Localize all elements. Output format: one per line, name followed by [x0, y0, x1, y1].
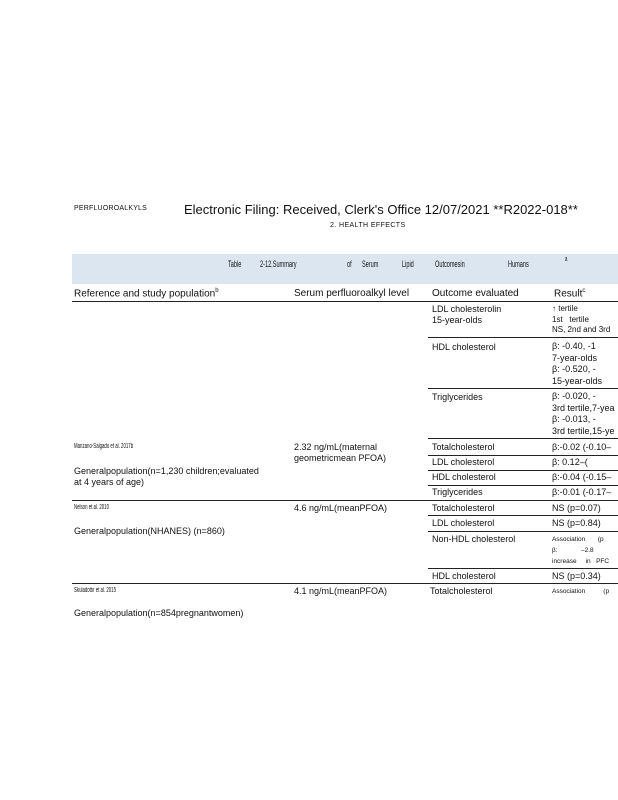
- caption-word: Humans: [508, 259, 529, 269]
- outcome-cell: Non-HDL cholesterol: [432, 534, 516, 544]
- outcome-cell: Totalcholesterol: [432, 442, 495, 452]
- header-rule: [72, 301, 618, 302]
- result-cell: Association (p β: –2.8 increase in PFC: [552, 536, 610, 565]
- outcome-cell: Totalcholesterol: [430, 586, 493, 596]
- filing-stamp: Electronic Filing: Received, Clerk's Office 12/07/2021 **R2022-018**: [184, 202, 578, 217]
- row-rule: [428, 455, 618, 456]
- study-rule: [72, 500, 618, 501]
- serum-level: 4.1 ng/mL(meanPFOA): [294, 586, 388, 596]
- result-cell: β:-0.04 (-0.15–: [552, 472, 612, 482]
- result-cell: Association (p: [552, 588, 610, 595]
- col-header-result: Result$^c$: [554, 288, 586, 300]
- result-cell: ↑ tertile 1st tertile NS, 2nd and 3rd: [552, 304, 611, 334]
- serum-level: 2.32 ng/mL(maternal geometricmean PFOA): [294, 442, 387, 463]
- result-cell: NS (p=0.84): [552, 518, 601, 528]
- row-rule: [428, 568, 618, 569]
- result-cell: β: -0.40, -1 7-year-olds β: -0.520, - 15-year-olds: [552, 341, 603, 386]
- row-rule: [428, 531, 618, 532]
- col-header-reference: Reference and study population$^b$: [74, 288, 219, 300]
- row-rule: [428, 515, 618, 516]
- outcome-cell: HDL cholesterol: [432, 472, 496, 482]
- study-reference: Nelson et al. 2010: [74, 504, 109, 511]
- result-cell: β:-0.01 (-0.17–: [552, 487, 612, 497]
- caption-word: Serum: [362, 259, 379, 269]
- result-cell: β: -0.020, - 3rd tertile,7-yea β: -0.013, - 3rd tertile,15-ye: [552, 391, 615, 436]
- outcome-cell: HDL cholesterol: [432, 342, 496, 352]
- col-header-outcome: Outcome evaluated: [432, 288, 519, 299]
- outcome-cell: LDL cholesterolin 15-year-olds: [432, 304, 502, 325]
- outcome-cell: Totalcholesterol: [432, 503, 495, 513]
- study-reference: Manzano-Salgado et al. 2017b: [74, 443, 134, 450]
- caption-word: Lipid: [402, 259, 414, 269]
- result-cell: NS (p=0.34): [552, 571, 601, 581]
- row-rule: [428, 470, 618, 471]
- study-rule: [72, 583, 618, 584]
- study-population: Generalpopulation(n=854pregnantwomen): [74, 608, 244, 618]
- result-cell: β:-0.02 (-0.10–: [552, 442, 612, 452]
- outcome-cell: Triglycerides: [432, 392, 483, 402]
- col-header-serum-level: Serum perfluoroalkyl level: [294, 288, 410, 299]
- serum-level: 4.6 ng/mL(meanPFOA): [294, 503, 388, 513]
- outcome-cell: LDL cholesterol: [432, 518, 495, 528]
- row-rule: [428, 388, 618, 389]
- outcome-cell: Triglycerides: [432, 487, 483, 497]
- caption-word: Table: [228, 259, 242, 269]
- study-reference: Skuladottir et al. 2015: [74, 587, 116, 594]
- outcome-cell: LDL cholesterol: [432, 457, 495, 467]
- caption-word: 2-12.Summary: [260, 259, 297, 269]
- caption-word: Outcomesin: [435, 259, 465, 269]
- study-population: Generalpopulation(n=1,230 children;evaluated at 4 years of age): [74, 466, 259, 487]
- study-population: Generalpopulation(NHANES) (n=860): [74, 526, 225, 536]
- result-cell: NS (p=0.07): [552, 503, 601, 513]
- caption-word: of: [347, 259, 352, 269]
- caption-footnote-mark: a: [565, 256, 568, 263]
- running-header: PERFLUOROALKYLS: [74, 205, 148, 212]
- row-rule: [428, 438, 618, 439]
- outcome-cell: HDL cholesterol: [432, 571, 496, 581]
- row-rule: [428, 337, 618, 338]
- chapter-heading: 2. HEALTH EFFECTS: [330, 222, 406, 229]
- table-caption-band: [72, 254, 618, 284]
- result-cell: β: 0.12–(: [552, 457, 588, 467]
- row-rule: [428, 485, 618, 486]
